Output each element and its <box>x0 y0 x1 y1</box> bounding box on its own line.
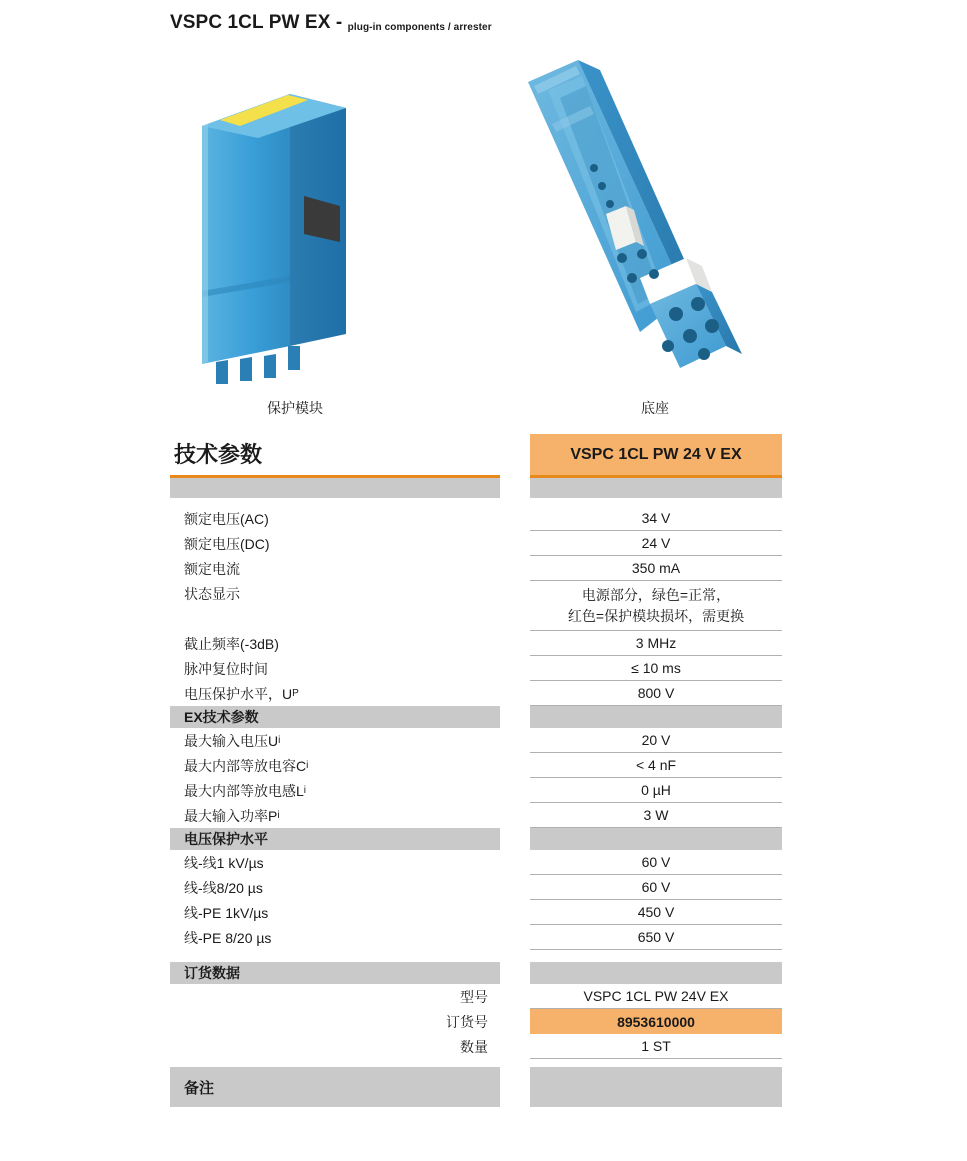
table-value: 24 V <box>530 531 782 556</box>
table-value: 20 V <box>530 728 782 753</box>
table-row: 额定电压(AC) <box>184 510 269 527</box>
page-title <box>170 12 492 34</box>
section-header-order-data: 订货数据 <box>170 962 500 984</box>
table-row: 最大输入功率P i <box>184 807 280 824</box>
order-value-type: VSPC 1CL PW 24V EX <box>530 984 782 1009</box>
tech-heading: 技术参数 <box>170 434 500 478</box>
table-value: 350 mA <box>530 556 782 581</box>
table-value-column <box>530 434 782 1107</box>
product-heading: VSPC 1CL PW 24 V EX <box>530 434 782 478</box>
page-title-sub: plug-in components / arrester <box>347 22 492 33</box>
table-row: 脉冲复位时间 <box>184 660 268 677</box>
table-row: 线-线1 kV/µs <box>184 854 264 871</box>
table-value: 3 W <box>530 803 782 828</box>
base-socket-image <box>490 46 790 386</box>
label-band-1 <box>170 478 500 498</box>
table-row: 电压保护水平，U P <box>184 685 299 702</box>
table-row: 线-PE 1kV/µs <box>184 904 269 921</box>
section-header-ex: EX技术参数 <box>170 706 500 728</box>
page-title-separator: - <box>330 12 348 33</box>
table-row: 状态显示 <box>184 585 240 602</box>
table-value: < 4 nF <box>530 753 782 778</box>
order-row-label: 数量 <box>460 1038 488 1055</box>
caption-protection-module: 保护模块 <box>267 400 323 416</box>
table-value: 3 MHz <box>530 631 782 656</box>
notes-band-value <box>530 1067 782 1107</box>
value-band-1 <box>530 478 782 498</box>
table-row-spacer <box>170 606 500 631</box>
section-band-order-data <box>530 962 782 984</box>
table-row: 最大输入电压U i <box>184 732 281 749</box>
table-value: 650 V <box>530 925 782 950</box>
table-value: 60 V <box>530 875 782 900</box>
order-value-quantity: 1 ST <box>530 1034 782 1059</box>
table-value: 800 V <box>530 681 782 706</box>
section-band-ex <box>530 706 782 728</box>
table-row: 线-PE 8/20 µs <box>184 929 272 946</box>
table-value: 450 V <box>530 900 782 925</box>
table-value: 0 µH <box>530 778 782 803</box>
table-value: ≤ 10 ms <box>530 656 782 681</box>
section-header-voltage-protection: 电压保护水平 <box>170 828 500 850</box>
table-value-status-display: 电源部分，绿色=正常， 红色=保护模块损坏，需更换 <box>530 581 782 631</box>
page-title-main: VSPC 1CL PW EX <box>170 12 331 33</box>
table-row: 截止频率(-3dB) <box>184 635 279 652</box>
table-label-column <box>170 434 500 1107</box>
table-value: 60 V <box>530 850 782 875</box>
caption-base: 底座 <box>641 400 669 416</box>
order-row-label: 型号 <box>460 988 488 1005</box>
table-row: 最大内部等放电感L i <box>184 782 307 799</box>
table-value: 34 V <box>530 506 782 531</box>
protection-module-image <box>180 46 410 386</box>
table-row: 线-线8/20 µs <box>184 879 263 896</box>
section-header-notes: 备注 <box>170 1067 500 1107</box>
table-row: 额定电流 <box>184 560 240 577</box>
order-value-order-number: 8953610000 <box>530 1009 782 1034</box>
order-row-label: 订货号 <box>446 1013 488 1030</box>
table-row: 额定电压(DC) <box>184 535 270 552</box>
table-row: 最大内部等放电容C i <box>184 757 309 774</box>
section-band-voltage-protection <box>530 828 782 850</box>
product-images <box>170 46 790 386</box>
